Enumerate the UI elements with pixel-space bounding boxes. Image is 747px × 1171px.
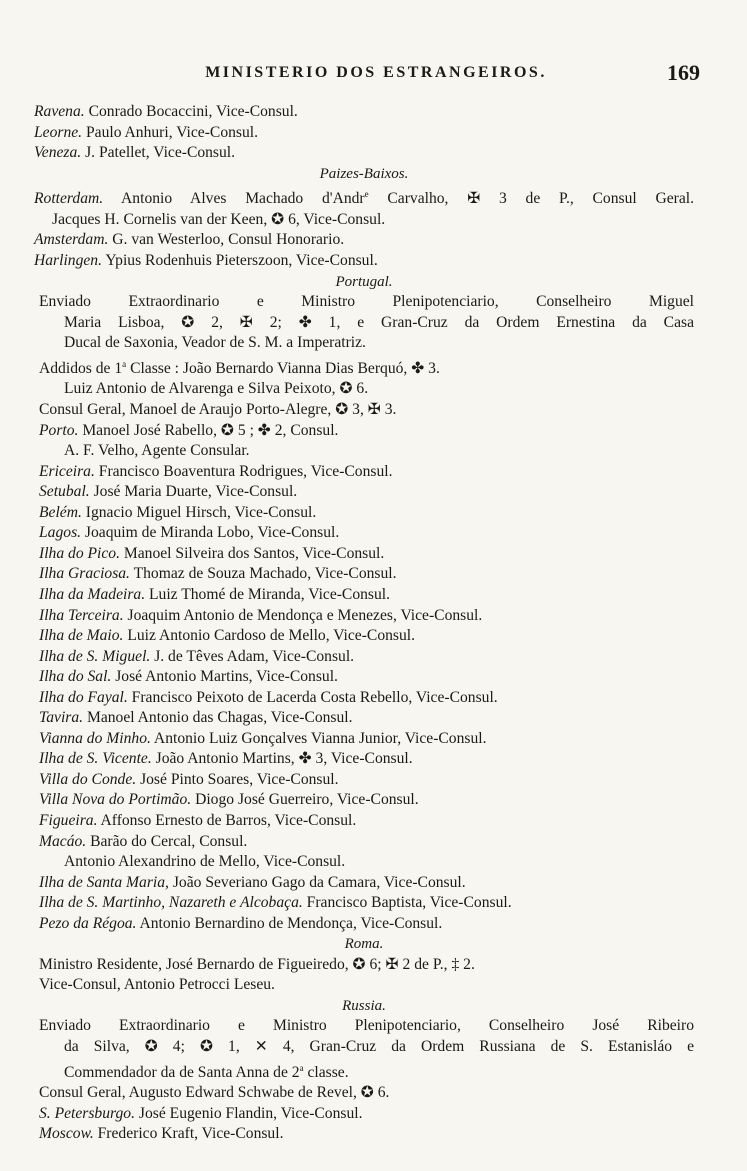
entry-line — [34, 955, 694, 976]
place-name: Veneza. — [34, 144, 82, 162]
entry-line — [34, 626, 694, 647]
document-body — [34, 102, 694, 1145]
entry-text: Antonio Bernardino de Mendonça, Vice-Consul. — [136, 914, 443, 932]
entry-line — [34, 852, 694, 873]
section-heading-text: Russia. — [342, 997, 386, 1014]
entry-line — [34, 1037, 694, 1058]
entry-line — [34, 585, 694, 606]
entry-text: A. F. Velho, Agente Consular. — [64, 442, 250, 460]
entry-text: J. de Têves Adam, Vice-Consul. — [150, 647, 355, 665]
entry-line — [34, 729, 694, 750]
entry-line — [34, 230, 694, 251]
entry-line — [34, 421, 694, 442]
entry-line — [34, 544, 694, 565]
entry-text: Manoel Antonio das Chagas, Vice-Consul. — [83, 709, 353, 727]
entry-text: Barão do Cercal, Consul. — [86, 832, 248, 850]
entry-text: Conrado Bocaccini, Vice-Consul. — [84, 103, 298, 120]
entry-line — [34, 354, 694, 380]
entry-text: Vice-Consul, Antonio Petrocci Leseu. — [39, 976, 275, 994]
page-header — [36, 60, 726, 90]
place-name: Ilha da Madeira. — [39, 585, 146, 603]
entry-text: Joaquim de Miranda Lobo, Vice-Consul. — [81, 524, 340, 542]
entry-line — [34, 123, 694, 144]
section-heading-text: Portugal. — [335, 273, 393, 290]
place-name: Setubal. — [39, 483, 90, 501]
entry-text: José Pinto Soares, Vice-Consul. — [136, 770, 339, 788]
entry-text: José Eugenio Flandin, Vice-Consul. — [135, 1104, 363, 1122]
place-name: Rotterdam. — [34, 190, 104, 208]
entry-text: Affonso Ernesto de Barros, Vice-Consul. — [97, 811, 357, 829]
place-name: Villa do Conde. — [39, 770, 137, 788]
section-heading — [34, 934, 694, 955]
entry-line — [34, 251, 694, 272]
place-name: Ilha do Fayal. — [39, 688, 128, 706]
entry-line — [34, 975, 694, 996]
superscript: a — [299, 1062, 304, 1073]
entry-text: Paulo Anhuri, Vice-Consul. — [82, 123, 259, 141]
entry-line — [34, 523, 694, 544]
entry-text: Manoel José Rabello, ✪ 5 ; ✤ 2, Consul. — [78, 421, 339, 439]
superscript: e — [364, 189, 369, 200]
place-name: Ravena. — [34, 103, 85, 120]
entry-line — [34, 749, 694, 770]
entry-line — [34, 667, 694, 688]
entry-line — [34, 1016, 694, 1037]
entry-line — [34, 102, 694, 123]
entry-line — [34, 708, 694, 729]
place-name: Moscow. — [39, 1125, 94, 1143]
place-name: Ilha de S. Miguel. — [39, 647, 151, 665]
superscript: a — [122, 358, 127, 369]
entry-line — [34, 210, 694, 231]
entry-line — [34, 893, 694, 914]
entry-text: João Severiano Gago da Camara, Vice-Consul. — [168, 873, 466, 891]
section-heading — [34, 272, 694, 293]
entry-text: Enviado Extraordinario e Ministro Plenipotenciario, Conselheiro José Ribeiro — [39, 1017, 694, 1035]
entry-line — [34, 1104, 694, 1125]
entry-text-continued: Carvalho, ✠ 3 de P., Consul Geral. — [368, 190, 694, 208]
entry-line — [34, 564, 694, 585]
entry-text: J. Patellet, Vice-Consul. — [81, 144, 236, 162]
entry-text: Antonio Alves Machado d'Andr — [103, 190, 365, 208]
place-name: Ilha de S. Martinho, Nazareth e Alcobaça. — [39, 894, 303, 912]
entry-line — [34, 482, 694, 503]
entry-text: José Antonio Martins, Vice-Consul. — [111, 668, 338, 686]
entry-line — [34, 647, 694, 668]
place-name: Amsterdam. — [34, 231, 109, 249]
section-heading-text: Roma. — [344, 936, 384, 953]
place-name: Belém. — [39, 503, 82, 521]
entry-text: Consul Geral, Manoel de Araujo Porto-Alegre, ✪ 3, ✠ 3. — [39, 401, 397, 419]
entry-text: Addidos de 1 — [39, 359, 123, 377]
entry-text-continued: Classe : João Bernardo Vianna Dias Berquó, ✤ 3. — [126, 359, 440, 377]
entry-line — [34, 1124, 694, 1145]
page-title: MINISTERIO DOS ESTRANGEIROS. — [205, 64, 547, 81]
entry-line — [34, 832, 694, 853]
place-name: Porto. — [39, 421, 79, 439]
place-name: Figueira. — [39, 811, 98, 829]
entry-line — [34, 441, 694, 462]
entry-line — [34, 1058, 694, 1084]
entry-text: Luiz Thomé de Miranda, Vice-Consul. — [145, 585, 391, 603]
place-name: Harlingen. — [34, 252, 103, 270]
entry-text: Luiz Antonio Cardoso de Mello, Vice-Consul. — [123, 627, 416, 645]
place-name: Ilha Graciosa. — [39, 565, 130, 583]
place-name: Ilha de Santa Maria, — [39, 873, 169, 891]
entry-line — [34, 790, 694, 811]
place-name: Tavira. — [39, 709, 84, 727]
entry-text: Thomaz de Souza Machado, Vice-Consul. — [129, 565, 397, 583]
entry-text: Antonio Luiz Gonçalves Vianna Junior, Vice-Consul. — [150, 729, 487, 747]
entry-text: G. van Westerloo, Consul Honorario. — [108, 231, 345, 249]
entry-line — [34, 688, 694, 709]
entry-text: Ministro Residente, José Bernardo de Figueiredo, ✪ 6; ✠ 2 de P., ‡ 2. — [39, 955, 475, 973]
place-name: Ilha de Maio. — [39, 627, 124, 645]
entry-line — [34, 379, 694, 400]
entry-text: Francisco Boaventura Rodrigues, Vice-Consul. — [94, 462, 393, 480]
entry-line — [34, 400, 694, 421]
entry-line — [34, 503, 694, 524]
entry-text: José Maria Duarte, Vice-Consul. — [89, 483, 298, 501]
entry-text: Manoel Silveira dos Santos, Vice-Consul. — [119, 544, 385, 562]
entry-line — [34, 811, 694, 832]
place-name: Ilha do Pico. — [39, 544, 120, 562]
place-name: Ericeira. — [39, 462, 95, 480]
place-name: S. Petersburgo. — [39, 1104, 136, 1122]
place-name: Pezo da Régoa. — [39, 914, 137, 932]
entry-line — [34, 1083, 694, 1104]
entry-text: Enviado Extraordinario e Ministro Plenipotenciario, Conselheiro Miguel — [39, 293, 694, 311]
place-name: Leorne. — [34, 123, 83, 141]
entry-text: Consul Geral, Augusto Edward Schwabe de Revel, ✪ 6. — [39, 1084, 390, 1102]
entry-line — [34, 333, 694, 354]
entry-line — [34, 462, 694, 483]
entry-text: Ypius Rodenhuis Pieterszoon, Vice-Consul. — [102, 252, 378, 270]
place-name: Lagos. — [39, 524, 82, 542]
place-name: Ilha de S. Vicente. — [39, 750, 152, 768]
place-name: Macáo. — [39, 832, 87, 850]
entry-text: Commendador da de Santa Anna de 2 — [64, 1063, 300, 1081]
entry-line — [34, 143, 694, 164]
page-number: 169 — [667, 60, 700, 85]
entry-text: Antonio Alexandrino de Mello, Vice-Consul. — [64, 853, 346, 871]
entry-line — [34, 292, 694, 313]
entry-line — [34, 770, 694, 791]
entry-text: Luiz Antonio de Alvarenga e Silva Peixoto, ✪ 6. — [64, 380, 369, 398]
place-name: Ilha Terceira. — [39, 606, 124, 624]
section-heading — [34, 164, 694, 185]
entry-line — [34, 914, 694, 935]
place-name: Ilha do Sal. — [39, 668, 112, 686]
entry-text-continued: classe. — [303, 1063, 349, 1081]
place-name: Vianna do Minho. — [39, 729, 151, 747]
entry-text: Maria Lisboa, ✪ 2, ✠ 2; ✤ 1, e Gran-Cruz da Ordem Ernestina da Casa — [64, 313, 694, 331]
entry-line — [34, 606, 694, 627]
entry-text: da Silva, ✪ 4; ✪ 1, ✕ 4, Gran-Cruz da Ordem Russiana de S. Estanisláo e — [64, 1037, 694, 1055]
entry-text: Ducal de Saxonia, Veador de S. M. a Imperatriz. — [64, 334, 366, 352]
entry-line — [34, 313, 694, 334]
section-heading-text: Paizes-Baixos. — [319, 165, 409, 182]
entry-text: Frederico Kraft, Vice-Consul. — [93, 1125, 284, 1143]
entry-text: Francisco Baptista, Vice-Consul. — [302, 894, 512, 912]
entry-line — [34, 184, 694, 210]
entry-text: Francisco Peixoto de Lacerda Costa Rebello, Vice-Consul. — [127, 688, 498, 706]
section-heading — [34, 996, 694, 1017]
entry-text: Joaquim Antonio de Mendonça e Menezes, Vice-Consul. — [123, 606, 483, 624]
entry-line — [34, 873, 694, 894]
entry-text: Jacques H. Cornelis van der Keen, ✪ 6, Vice-Consul. — [52, 210, 386, 228]
place-name: Villa Nova do Portimão. — [39, 791, 192, 809]
entry-text: Diogo José Guerreiro, Vice-Consul. — [191, 791, 419, 809]
entry-text: João Antonio Martins, ✤ 3, Vice-Consul. — [151, 750, 413, 768]
entry-text: Ignacio Miguel Hirsch, Vice-Consul. — [81, 503, 317, 521]
